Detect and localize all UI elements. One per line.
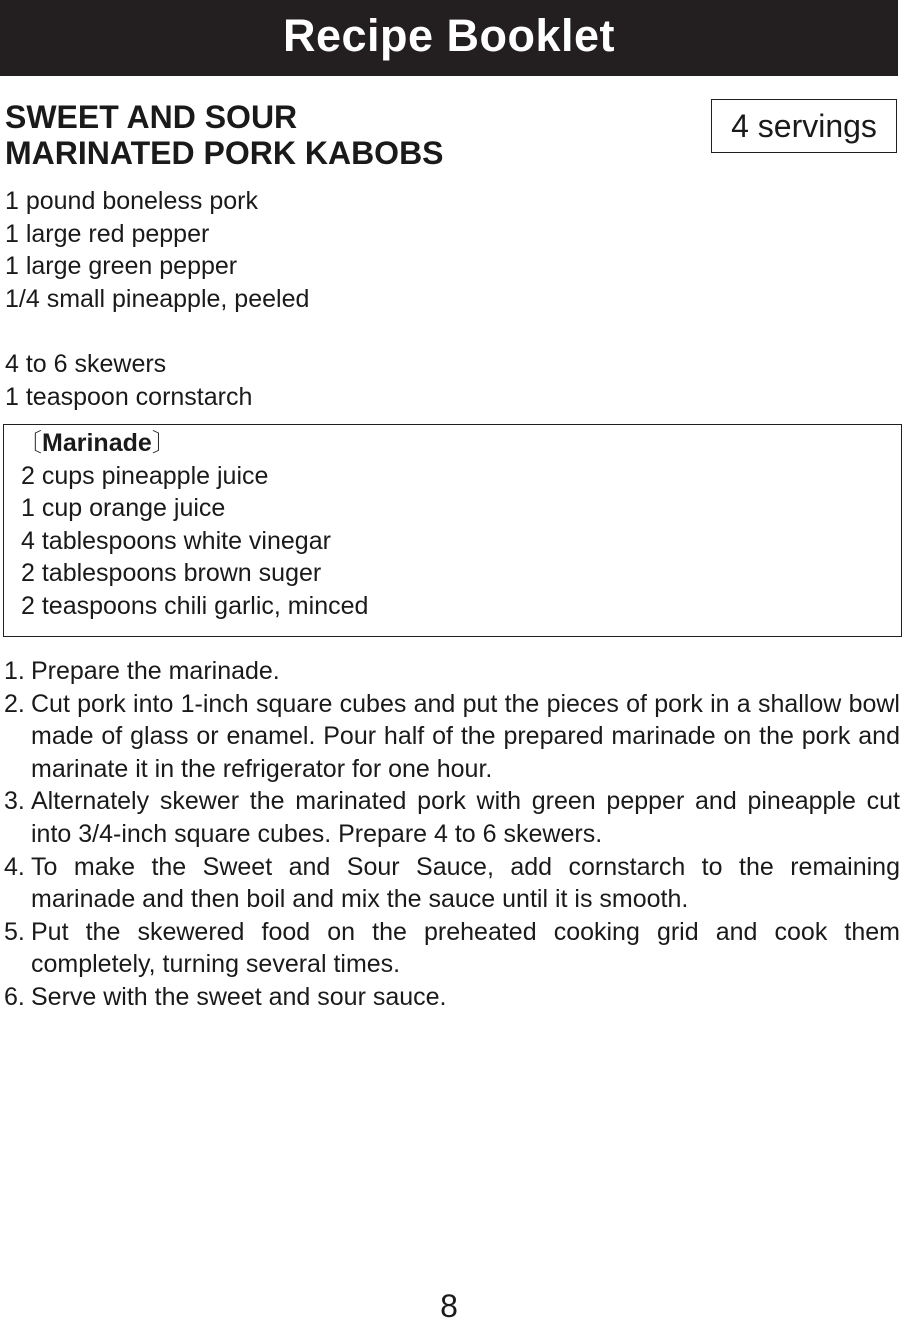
step-text: Put the skewered food on the preheated cooking grid and cook them completely, turning several times. — [31, 917, 900, 979]
marinade-item: 1 cup orange juice — [21, 494, 226, 523]
marinade-item: 2 tablespoons brown suger — [21, 559, 322, 588]
step-number: 4. — [4, 852, 25, 881]
ingredient-item: 1 large red pepper — [5, 219, 210, 248]
step-text: Prepare the marinade. — [31, 657, 280, 685]
recipe-title-line-1: SWEET AND SOUR — [5, 99, 298, 135]
marinade-bracket-open: 〔 — [17, 429, 43, 457]
step-number: 6. — [4, 982, 25, 1011]
marinade-item: 2 cups pineapple juice — [21, 461, 269, 490]
ingredient-spacer — [5, 315, 309, 348]
marinade-item: 4 tablespoons white vinegar — [21, 526, 331, 555]
ingredient-item: 4 to 6 skewers — [5, 349, 167, 378]
step-text: To make the Sweet and Sour Sauce, add cornstarch to the remaining marinade and then boil and mix the sauce until it is smooth. — [31, 852, 900, 914]
step-item — [4, 655, 900, 688]
recipe-title — [5, 99, 444, 171]
step-text: Alternately skewer the marinated pork with green pepper and pineapple cut into 3/4-inch square cubes. Prepare 4 to 6 skewers. — [31, 787, 900, 848]
page-title: Recipe Booklet — [282, 10, 616, 61]
step-item — [4, 851, 900, 916]
step-text: Serve with the sweet and sour sauce. — [31, 982, 447, 1011]
step-number: 2. — [4, 689, 25, 718]
page-number: 8 — [440, 1288, 458, 1324]
ingredient-item: 1 teaspoon cornstarch — [5, 382, 253, 411]
header-bar — [0, 0, 898, 76]
recipe-title-line-2: MARINATED PORK KABOBS — [5, 135, 444, 171]
marinade-bracket-close: 〕 — [151, 429, 177, 457]
step-number: 1. — [4, 657, 25, 685]
step-item — [4, 688, 900, 786]
marinade-box — [3, 424, 902, 637]
step-number: 5. — [4, 917, 25, 946]
marinade-item: 2 teaspoons chili garlic, minced — [21, 591, 369, 620]
ingredient-list — [5, 185, 309, 413]
step-text: Cut pork into 1-inch square cubes and put the pieces of pork in a shallow bowl made of glass or enamel. Pour half of the prepared marinade on the pork and marinate it in the refrigerator for one hour. — [31, 689, 900, 783]
step-item — [4, 785, 900, 850]
step-number: 3. — [4, 787, 25, 816]
marinade-list — [17, 460, 901, 623]
step-item — [4, 916, 900, 981]
ingredient-item: 1 pound boneless pork — [5, 187, 258, 215]
marinade-heading-text: Marinade — [42, 429, 152, 457]
marinade-heading — [17, 427, 901, 460]
ingredient-item: 1 large green pepper — [5, 252, 238, 281]
step-item — [4, 981, 900, 1014]
instruction-steps — [4, 655, 900, 1014]
ingredient-item: 1/4 small pineapple, peeled — [5, 284, 310, 313]
servings-badge: 4 servings — [711, 99, 897, 153]
